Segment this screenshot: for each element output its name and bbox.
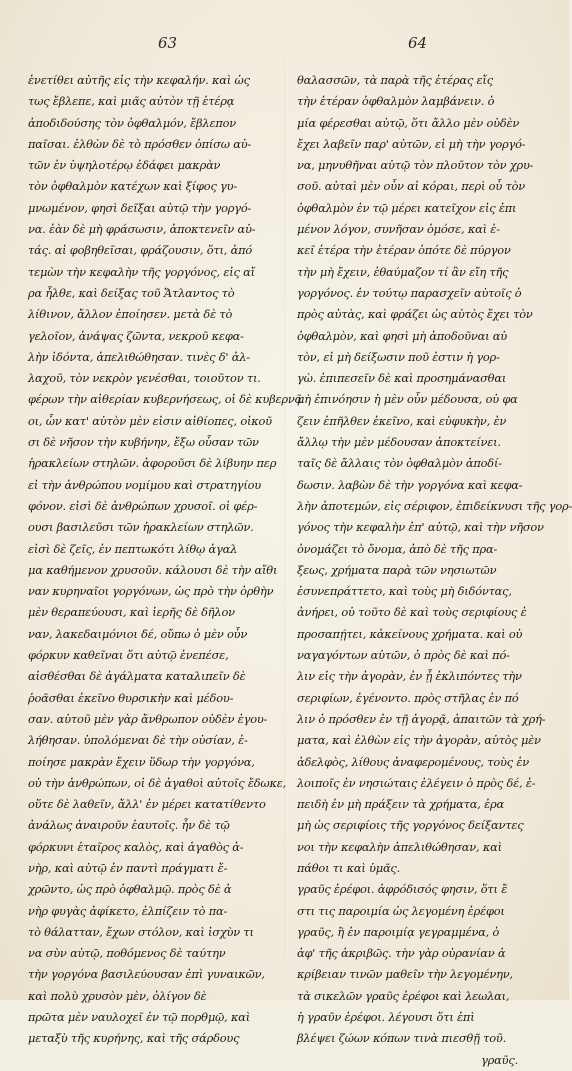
text-line: ἡ γραῦν ἐρέφοι. λέγουσι ὅτι ἐπὶ xyxy=(297,1010,475,1025)
text-line: ῥοᾶσθαι ἐκεῖνο θυρσικὴν καὶ μέδου- xyxy=(28,690,234,705)
text-line: ματα, καὶ ἐλθὼν εἰς τὴν ἀγορὰν, αὐτὸς μὲν xyxy=(297,733,541,748)
text-line: ξεως, χρήματα παρὰ τῶν νησιωτῶν xyxy=(297,562,497,577)
text-line: ἡρακλείων στηλῶν. ἀφοροῦσι δὲ λίβυην περ xyxy=(28,456,277,471)
text-line: γόνος τὴν κεφαλὴν ἐπ' αὐτῷ, καὶ τὴν νῆσον xyxy=(297,520,544,535)
text-line: ἄλλῳ τὴν μὲν μέδουσαν ἀποκτείνει. xyxy=(297,435,501,450)
text-line: τὴν ἑτέραν ὀφθαλμὸν λαμβάνειν. ὁ xyxy=(297,94,495,109)
text-line: ἀφ' τῆς ἀκριβῶς. τὴν γὰρ οὐρανίαν ἀ xyxy=(297,946,506,961)
text-line: κεῖ ἑτέρα τὴν ἑτέραν ὁπότε δὲ πύργον xyxy=(297,243,511,258)
text-line: μένον λόγον, συνῆσαν ὁμόσε, καὶ ἐ- xyxy=(297,222,500,237)
text-line: θαλασσῶν, τὰ παρὰ τῆς ἑτέρας εἴς xyxy=(297,73,493,87)
text-line: γραῦς ἐρέφοι. ἀφρόδισός φησιν, ὅτι ἔ xyxy=(297,882,508,897)
text-line: ἐσυνεπράττετο, καὶ τοὺς μὴ διδόντας, xyxy=(297,584,512,599)
text-line: σι δὲ νῆσον τὴν κυβήνην, ἔξω οὖσαν τῶν xyxy=(28,435,259,450)
text-line: να. ἐὰν δὲ μὴ φράσωσιν, ἀποκτενεῖν αὐ- xyxy=(28,222,256,237)
text-line: ἀνήρει, οὐ τοῦτο δὲ καὶ τοὺς σεριφίους ἐ xyxy=(297,605,527,620)
text-line: ρα ἦλθε, καὶ δείξας τοῦ Ἄτλαντος τὸ xyxy=(28,285,235,300)
text-line: σαν. αὐτοῦ μὲν γὰρ ἄνθρωπον οὐδὲν ἐγου- xyxy=(28,711,268,726)
text-line: παῖσαι. ἐλθὼν δὲ τὸ πρόσθεν ὀπίσω αὐ- xyxy=(28,136,252,151)
text-line: ἀποδιδούσης τὸν ὀφθαλμόν, ἔβλεπον xyxy=(28,115,237,130)
text-line: λιν ὁ πρόσθεν ἐν τῇ ἀγορᾷ, ἀπαιτῶν τὰ χρή- xyxy=(297,711,546,726)
text-line: ὀφθαλμὸν, καὶ φησὶ μὴ ἀποδοῦναι αὐ xyxy=(297,328,507,343)
text-line: να, μηνυθῆναι αὐτῷ τὸν πλοῦτον τὸν χρυ- xyxy=(297,158,534,173)
text-line: βλέψει ζώων κόπων τινὰ πιεσθῇ τοῦ. xyxy=(297,1031,507,1046)
text-line: φόνον. εἰσὶ δὲ ἀνθρώπων χρυσοῖ. οἱ φέρ- xyxy=(28,498,258,513)
text-line: πάθοι τι καὶ ὑμᾶς. xyxy=(297,860,401,875)
text-line: κρίβειαν τινῶν μαθεῖν τὴν λεγομένην, xyxy=(297,967,513,982)
text-line: εἰσὶ δὲ ζεῖς, ἐν πεπτωκότι λίθῳ ἀγαλ xyxy=(28,541,238,556)
text-line: σοῦ. αὐταὶ μὲν οὖν αἱ κόραι, περὶ οὗ τὸν xyxy=(297,179,525,194)
text-line: στι τις παροιμία ὡς λεγομένη ἐρέφοι xyxy=(297,903,505,918)
text-line: ὀνομάζει τὸ ὄνομα, ἀπὸ δὲ τῆς πρα- xyxy=(297,541,498,556)
text-line: να σὺν αὐτῷ, ποθόμενος δὲ ταύτην xyxy=(28,946,226,961)
text-line: λίθινον, ἄλλον ἐποίησεν. μετὰ δὲ τὸ xyxy=(28,307,233,322)
text-line: τάς. αἱ φοβηθεῖσαι, φράζουσιν, ὅτι, ἀπό xyxy=(28,243,253,258)
text-line: πρῶτα μὲν ναυλοχεῖ ἐν τῷ πορθμῷ, καὶ xyxy=(28,1010,250,1025)
text-line: μὴ ἐπινόησιν ἡ μὲν οὖν μέδουσα, οὐ φα xyxy=(297,392,518,407)
text-line: γραῦς, ἢ ἐν παροιμίᾳ γεγραμμένα, ὁ xyxy=(297,924,500,939)
text-line: λοιποῖς ἐν νησιώταις ἐλέγειν ὁ πρὸς δέ, ἐ- xyxy=(297,775,536,790)
text-line: ζειν ἐπῆλθεν ἐκεῖνο, καὶ εὐφυκὴν, ἐν xyxy=(297,413,507,428)
text-line: χρῶντο, ὡς πρὸ ὀφθαλμῷ. πρὸς δὲ ἀ xyxy=(28,882,232,897)
text-line: μα καθήμενον χρυσοῦν. κάλουσι δὲ τὴν αἴθι xyxy=(28,562,278,577)
text-line: τὸν ὀφθαλμὸν κατέχων καὶ ξίφος γυ- xyxy=(28,179,238,194)
text-line: ταῖς δὲ ἄλλαις τὸν ὀφθαλμὸν ἀποδί- xyxy=(297,456,502,471)
text-line: γοργόνος. ἐν τούτῳ παρασχεῖν αὐτοῖς ὁ xyxy=(297,285,522,300)
text-line: μία φέρεσθαι αὐτῷ, ὅτι ἄλλο μὲν οὐδὲν xyxy=(297,115,520,130)
text-line: μὴ ὡς σεριφίοις τῆς γοργόνος δείξαντες xyxy=(297,818,524,833)
text-line: ναν κυρηναῖοι γοργόνων, ὡς πρὸ τὴν ὀρθὴν xyxy=(28,584,274,599)
text-line: τῶν ἐν ὑψηλοτέρῳ ἐδάφει μακρὰν xyxy=(28,158,221,173)
text-line: λήθησαν. ὑπολόμεναι δὲ τὴν οὐσίαν, ἐ- xyxy=(28,733,248,748)
text-line: εἰ τὴν ἀνθρώπου νομίμου καὶ στρατηγίου xyxy=(28,477,261,492)
text-line: ναγαγόντων αὐτῶν, ὁ πρὸς δὲ καὶ πό- xyxy=(297,648,510,663)
text-line: ἀδελφὸς, λίθους ἀναφερομένους, τοὺς ἐν xyxy=(297,754,529,769)
text-line: φόρκυνι ἑταῖρος καλὸς, καὶ ἀγαθὸς ἀ- xyxy=(28,839,244,854)
text-line: τὴν γοργόνα βασιλεύουσαν ἐπὶ γυναικῶν, xyxy=(28,967,265,982)
text-line: γραῦς. xyxy=(481,1052,518,1067)
text-line: λιν εἰς τὴν ἀγορὰν, ἐν ᾗ ἐκλιπόντες τὴν xyxy=(297,669,522,684)
text-line: προσαπῄτει, κἀκείνους χρήματα. καὶ οὐ xyxy=(297,626,523,641)
text-line: μνωμένον, φησὶ δεῖξαι αὐτῷ τὴν γοργό- xyxy=(28,200,252,215)
text-line: ἔχει λαβεῖν παρ' αὐτῶν, εἰ μὴ τὴν γοργό- xyxy=(297,136,526,151)
text-line: πειδὴ ἐν μὴ πράξειν τὰ χρήματα, ἐρα xyxy=(297,797,505,812)
text-line: τεμὼν τὴν κεφαλὴν τῆς γοργόνος, εἰς αἴ xyxy=(28,264,255,279)
text-line: οι, ὧν κατ' αὐτὸν μὲν εἰσιν αἰθίοπες, οἰκοῦ xyxy=(28,413,272,428)
text-line: οὐ τὴν ἀνθρώπων, οἱ δὲ ἀγαθοὶ αὐτοῖς ἔδωκε, xyxy=(28,775,287,790)
folio-number-left: 63 xyxy=(158,34,178,52)
right-text-column xyxy=(297,70,572,1071)
text-line: μὲν θεραπεύουσι, καὶ ἱερῆς δὲ δῆλον xyxy=(28,605,235,620)
text-line: λὴν ἰδόντα, ἀπελιθώθησαν. τινὲς δ' ἀλ- xyxy=(28,349,250,364)
text-line: σεριφίων, ἐγένοντο. πρὸς στῆλας ἐν πό xyxy=(297,690,519,705)
text-line: τὸ θάλατταν, ἔχων στόλον, καὶ ἰσχὺν τι xyxy=(28,924,254,939)
text-line: φόρκυν καθεῖναι ὅτι αὐτῷ ἐνεπέσε, xyxy=(28,648,229,663)
folio-number-right: 64 xyxy=(408,34,428,52)
text-line: αἰσθέσθαι δὲ ἀγάλματα καταλιπεῖν δὲ xyxy=(28,669,246,684)
text-line: τὸν, εἰ μὴ δείξωσιν ποῦ ἐστιν ἡ γορ- xyxy=(297,349,500,364)
text-line: ὀφθαλμὸν ἐν τῷ μέρει κατεῖχον εἰς ἐπι xyxy=(297,200,517,215)
text-line: τὴν μὴ ἔχειν, ἐθαύμαζον τί ἂν εἴη τῆς xyxy=(297,264,509,279)
text-line: ναν, λακεδαιμόνιοι δέ, οὔπω ὁ μὲν οὖν xyxy=(28,626,248,641)
text-line: νοι τὴν κεφαλὴν ἀπελιθώθησαν, καὶ xyxy=(297,839,502,854)
text-line: γὼ. ἐπιπεσεῖν δὲ καὶ προσημάνασθαι xyxy=(297,371,507,386)
text-line: γελοῖον, ἀνάψας ζῶντα, νεκροῦ κεφα- xyxy=(28,328,244,343)
left-text-column xyxy=(28,70,303,1050)
column-gutter xyxy=(284,60,285,960)
text-line: ουσι βασιλεῦσι τῶν ἡρακλείων στηλῶν. xyxy=(28,520,254,535)
text-line: νὴρ φυγὰς ἀφίκετο, ἐλπίζειν τὸ πα- xyxy=(28,903,228,918)
text-line: πρὸς αὐτὰς, καὶ φράζει ὡς αὐτὸς ἔχει τὸν xyxy=(297,307,533,322)
text-line: φέρων τὴν αἰθερίαν κυβερνήσεως, οἱ δὲ κυβερνᾶ xyxy=(28,392,303,407)
text-line: ἐνετίθει αὐτῆς εἰς τὴν κεφαλήν. καὶ ὡς xyxy=(28,73,250,87)
text-line: τὰ σικελῶν γραῦς ἐρέφοι καὶ λεωλαι, xyxy=(297,988,510,1003)
text-line: νὴρ, καὶ αὐτῷ ἐν παντὶ πράγματι ἔ- xyxy=(28,860,228,875)
text-line: δωσιν. λαβὼν δὲ τὴν γοργόνα καὶ κεφα- xyxy=(297,477,523,492)
text-line: λαχοῦ, τὸν νεκρὸν γενέσθαι, τοιοῦτον τι. xyxy=(28,371,261,386)
text-line: οὕτε δὲ λαθεῖν, ἄλλ' ἐν μέρει κατατίθεντο xyxy=(28,797,266,812)
text-line: καὶ πολὺ χρυσὸν μὲν, ὀλίγον δὲ xyxy=(28,988,207,1003)
text-line: ἀνάλως ἀναιροῦν ἑαυτοῖς. ἦν δὲ τῷ xyxy=(28,818,230,833)
text-line: τως ἔβλεπε, καὶ μιᾶς αὐτὸν τῇ ἑτέρᾳ xyxy=(28,94,235,109)
text-line: ποίησε μακρὰν ἔχειν ὕδωρ τὴν γοργόνα, xyxy=(28,754,255,769)
text-line: μεταξὺ τῆς κυρήνης, καὶ τῆς σάρδους xyxy=(28,1031,240,1046)
text-line: λὴν ἀποτεμών, εἰς σέριφον, ἐπιδείκνυσι τῆς γορ- xyxy=(297,498,572,513)
